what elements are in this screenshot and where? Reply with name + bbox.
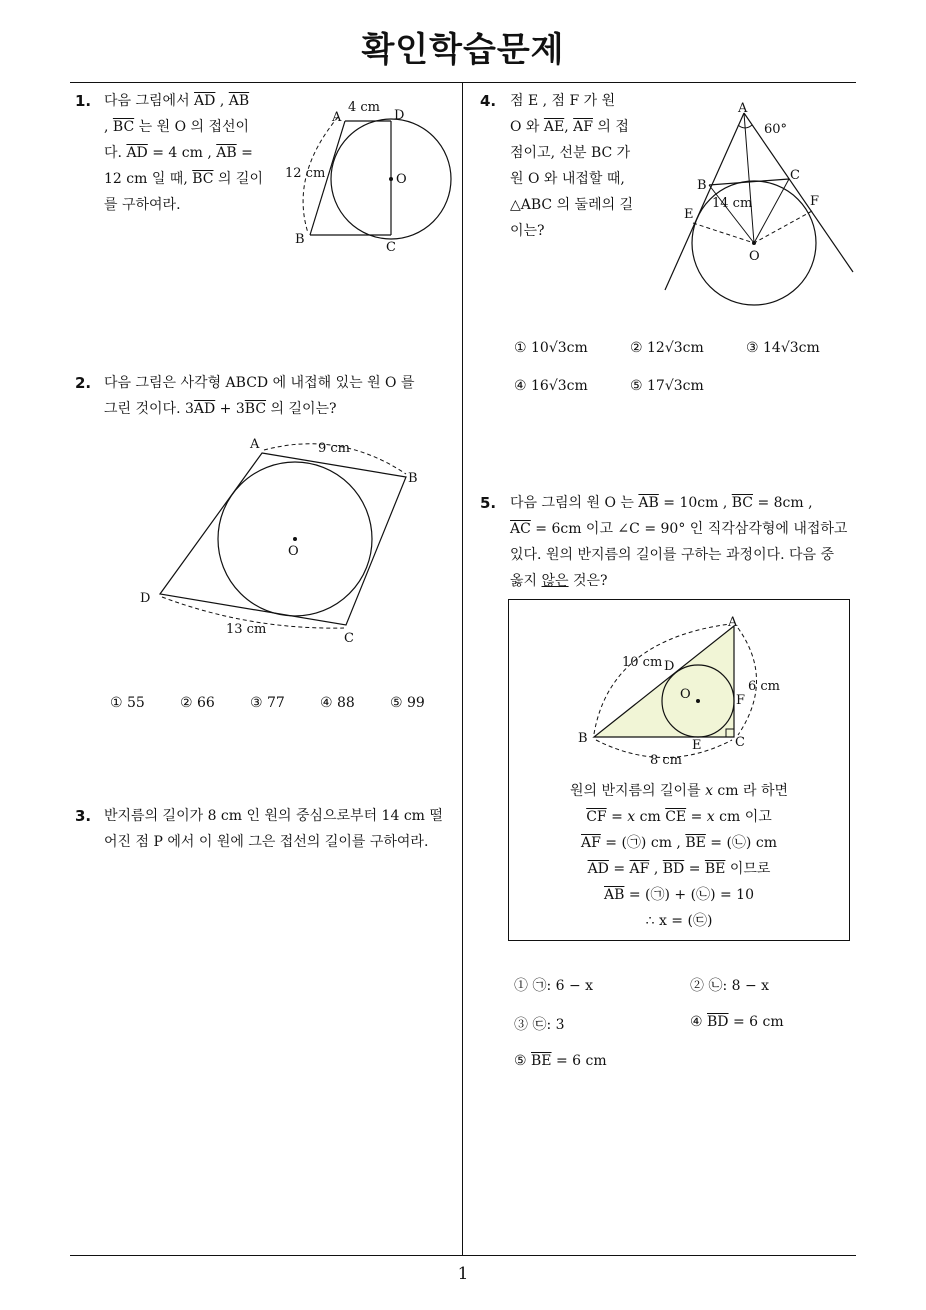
- q4-label-c: C: [790, 168, 800, 183]
- q1-label-top: 4 cm: [348, 100, 381, 115]
- q5-line: 있다. 원의 반지름의 길이를 구하는 과정이다. 다음 중: [510, 547, 835, 563]
- q1-center: [389, 177, 393, 181]
- q5-label-ab: 10 cm: [622, 655, 663, 670]
- q1-label-o: O: [396, 172, 407, 187]
- q1-label-a: A: [332, 110, 342, 125]
- q5-choice[interactable]: ② ㉡: 8 − x: [690, 978, 770, 994]
- q1-figure: [280, 95, 460, 265]
- q1-text: [104, 88, 274, 218]
- q5-center: [696, 699, 700, 703]
- q5-line: 옳지 않은 것은?: [510, 573, 608, 589]
- q5-text: [510, 490, 860, 594]
- q5-choice[interactable]: ⑤ $\overline{BE} = 6$ cm: [514, 1053, 607, 1069]
- q2-quadrilateral: [160, 453, 406, 625]
- q1-line: , $\overline{BC}$ 는 원 O 의 접선이: [104, 119, 250, 135]
- q4-line-bo: [709, 185, 754, 243]
- q5-box-line: 원의 반지름의 길이를 x cm 라 하면: [569, 783, 789, 799]
- q5-label-e: E: [692, 738, 702, 753]
- q5-box-line: $\overline{AF}$ = (㉠) cm , $\overline{BE}$ = (㉡) cm: [581, 835, 777, 851]
- q2-label-bottom: 13 cm: [226, 622, 267, 637]
- q4-line: 점이고, 선분 BC 가: [510, 145, 631, 161]
- q3-line: 어진 점 P 에서 이 원에 그은 접선의 길이를 구하여라.: [104, 834, 429, 850]
- q2-line: 그린 것이다. $3\overline{AD} + 3\overline{BC}$ 의 길이는?: [104, 401, 337, 417]
- q2-label-d: D: [140, 591, 151, 606]
- q4-label-b: B: [697, 178, 707, 193]
- page-number: 1: [457, 1264, 469, 1284]
- q5-line: $\overline{AC} = 6cm$ 이고 ∠C = 90° 인 직각삼각형에 내접하고: [510, 521, 848, 537]
- q4-label-a: A: [738, 101, 748, 116]
- q5-label-d: D: [664, 659, 675, 674]
- q1-line: 12 cm 일 때, $\overline{BC}$ 의 길이: [104, 171, 263, 187]
- q2-label-o: O: [288, 544, 299, 559]
- q3-number: 3.: [75, 807, 92, 825]
- q2-choice[interactable]: ③ 77: [250, 695, 285, 711]
- q4-line: 점 E , 점 F 가 원: [510, 93, 616, 109]
- top-rule: [70, 82, 856, 83]
- q5-figure: [570, 610, 800, 775]
- q2-choice[interactable]: ⑤ 99: [390, 695, 425, 711]
- q4-figure: [660, 95, 860, 310]
- q2-center: [293, 537, 297, 541]
- q3-line: 반지름의 길이가 8 cm 인 원의 중심으로부터 14 cm 떨: [104, 808, 443, 824]
- q5-line: 다음 그림의 원 O 는 $\overline{AB} = 10cm$ , $\overline{BC} = 8cm$ ,: [510, 495, 813, 511]
- q2-text: [104, 370, 456, 422]
- q5-box-line: $\overline{CF} = x$ cm $\overline{CE} = x$ cm 이고: [586, 809, 772, 825]
- q4-line-co: [754, 179, 789, 243]
- q2-label-top: 9 cm: [318, 441, 351, 456]
- q5-label-a: A: [728, 615, 738, 630]
- q4-choice[interactable]: ② 12√3cm: [630, 340, 704, 356]
- page-title: 확인학습문제: [361, 30, 565, 70]
- q4-radius-oe: [693, 223, 754, 243]
- q4-label-angle: 60°: [764, 122, 788, 137]
- q1-label-c: C: [386, 240, 396, 255]
- q5-box-line: $\overline{AD} = \overline{AF}$ , $\overline{BD} = \overline{BE}$ 이므로: [587, 861, 771, 877]
- q2-number: 2.: [75, 374, 92, 392]
- q4-choice[interactable]: ④ 16√3cm: [514, 378, 588, 394]
- column-divider: [462, 83, 463, 1256]
- bottom-rule: [70, 1255, 856, 1256]
- q4-text: [510, 88, 650, 244]
- q4-line: 원 O 와 내접할 때,: [510, 171, 625, 187]
- q2-choice[interactable]: ④ 88: [320, 695, 355, 711]
- q5-label-ac: 6 cm: [748, 679, 781, 694]
- q2-choice[interactable]: ① 55: [110, 695, 145, 711]
- q1-label-b: B: [295, 232, 305, 247]
- q4-choice[interactable]: ⑤ 17√3cm: [630, 378, 704, 394]
- q1-number: 1.: [75, 92, 92, 110]
- q5-box-line: $\overline{AB}$ = (㉠) + (㉡) = 10: [604, 887, 754, 903]
- q5-box-line: ∴ x = (㉢): [645, 913, 713, 929]
- q4-line: O 와 $\overline{AE}$, $\overline{AF}$ 의 접: [510, 119, 629, 135]
- q2-line: 다음 그림은 사각형 ABCD 에 내접해 있는 원 O 를: [104, 375, 415, 391]
- q4-line-ao: [744, 113, 754, 243]
- q5-choice[interactable]: ④ $\overline{BD} = 6$ cm: [690, 1014, 784, 1030]
- q4-line: 이는?: [510, 223, 545, 239]
- q4-label-f: F: [810, 194, 820, 209]
- q5-label-c: C: [735, 735, 745, 750]
- q1-label-d: D: [394, 108, 405, 123]
- q2-figure: [130, 430, 430, 650]
- q4-label-e: E: [684, 207, 694, 222]
- q1-label-left: 12 cm: [285, 166, 326, 181]
- q3-text: [104, 803, 456, 855]
- q2-label-b: B: [408, 471, 418, 486]
- q4-center: [752, 241, 756, 245]
- q4-tangent-af: [744, 113, 853, 272]
- q2-choice[interactable]: ② 66: [180, 695, 215, 711]
- q2-label-a: A: [250, 437, 260, 452]
- q4-label-len: 14 cm: [712, 196, 753, 211]
- q4-choice[interactable]: ③ 14√3cm: [746, 340, 820, 356]
- q5-label-b: B: [578, 731, 588, 746]
- q4-line: △ABC 의 둘레의 길: [510, 197, 634, 213]
- q4-label-o: O: [749, 249, 760, 264]
- q5-choice[interactable]: ① ㉠: 6 − x: [514, 978, 594, 994]
- q5-number: 5.: [480, 494, 497, 512]
- q2-label-c: C: [344, 631, 354, 646]
- q1-line: 를 구하여라.: [104, 197, 181, 213]
- q1-line: 다음 그림에서 $\overline{AD}$ , $\overline{AB}$: [104, 93, 250, 109]
- q5-label-o: O: [680, 687, 691, 702]
- q1-line: 다. $\overline{AD} = 4$ cm , $\overline{AB}$ =: [104, 145, 253, 161]
- q4-number: 4.: [480, 92, 497, 110]
- q5-choice[interactable]: ③ ㉢: 3: [514, 1017, 565, 1033]
- q5-label-f: F: [736, 693, 746, 708]
- q5-label-bc: 8 cm: [650, 753, 683, 768]
- q4-choice[interactable]: ① 10√3cm: [514, 340, 588, 356]
